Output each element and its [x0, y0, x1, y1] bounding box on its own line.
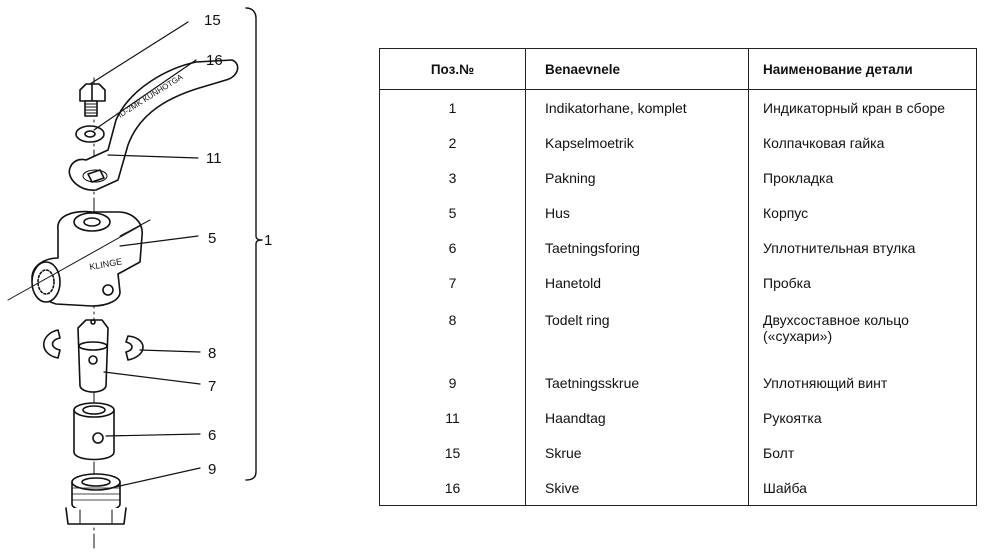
bolt-part [80, 84, 105, 116]
cell-danish-name: Hanetold [526, 265, 749, 300]
body-marking-text: KLINGE [88, 256, 123, 272]
cell-russian-name: Уплотняющий винт [749, 365, 977, 400]
cell-russian-name: Двухсоставное кольцо («сухари») [749, 300, 977, 365]
cell-russian-name: Индикаторный кран в сборе [749, 90, 977, 126]
table-row [380, 90, 977, 126]
cell-danish-name: Pakning [526, 160, 749, 195]
cell-danish-name: Skrue [526, 435, 749, 470]
cell-danish-name: Kapselmoetrik [526, 125, 749, 160]
washer-part [76, 126, 104, 142]
table-row [380, 195, 977, 230]
table-header-row [380, 49, 977, 90]
cell-russian-name: Болт [749, 435, 977, 470]
callout-8: 8 [208, 345, 217, 362]
cell-position: 7 [448, 274, 457, 291]
table-row [380, 365, 977, 400]
cell-russian-name: Шайба [749, 470, 977, 506]
header-position: Поз.№ [380, 49, 526, 90]
sealing-screw-part [66, 474, 126, 524]
callout-5: 5 [208, 230, 217, 247]
table-row [380, 435, 977, 470]
parts-table [379, 48, 977, 506]
cell-danish-name: Haandtag [526, 400, 749, 435]
callout-11: 11 [206, 150, 222, 167]
callout-16: 16 [206, 52, 223, 69]
table-row [380, 125, 977, 160]
cell-position: 16 [444, 479, 461, 496]
cell-position: 8 [448, 312, 457, 328]
cell-position: 5 [448, 204, 457, 221]
cell-position: 15 [444, 444, 461, 461]
cell-danish-name: Taetningsforing [526, 230, 749, 265]
cell-position: 3 [448, 169, 457, 186]
handle-part [69, 60, 237, 190]
table-row [380, 400, 977, 435]
callout-6: 6 [208, 427, 217, 444]
cell-russian-name: Прокладка [749, 160, 977, 195]
table-row [380, 265, 977, 300]
table-row [380, 470, 977, 506]
cell-danish-name: Indikatorhane, komplet [526, 90, 749, 126]
exploded-view-drawing [0, 0, 300, 558]
cell-position: 2 [448, 134, 457, 151]
cell-danish-name: Todelt ring [526, 300, 749, 365]
sleeve-part [74, 403, 114, 460]
table-row [380, 160, 977, 195]
cell-position: 11 [445, 409, 460, 426]
cell-position: 6 [448, 239, 457, 256]
callout-7: 7 [208, 378, 217, 395]
cell-danish-name: Skive [526, 470, 749, 506]
cell-russian-name: Уплотнительная втулка [749, 230, 977, 265]
table-row [380, 230, 977, 265]
cell-position: 1 [448, 99, 457, 116]
cell-danish-name: Hus [526, 195, 749, 230]
cell-russian-name: Корпус [749, 195, 977, 230]
callout-9: 9 [208, 461, 217, 478]
plug-part [78, 320, 108, 392]
callout-15: 15 [204, 12, 221, 29]
cell-position: 9 [448, 374, 457, 391]
cell-russian-name: Пробка [749, 265, 977, 300]
cell-russian-name: Рукоятка [749, 400, 977, 435]
valve-body-part [8, 212, 150, 306]
header-danish-name: Benaevnele [526, 49, 749, 90]
table-row [380, 300, 977, 365]
table-body [380, 90, 977, 506]
callout-1: 1 [264, 232, 273, 249]
cell-danish-name: Taetningsskrue [526, 365, 749, 400]
cell-russian-name: Колпачковая гайка [749, 125, 977, 160]
handle-marking-text: ID-2MK KUNHOTGA [116, 72, 185, 120]
header-russian-name: Наименование детали [749, 49, 977, 90]
